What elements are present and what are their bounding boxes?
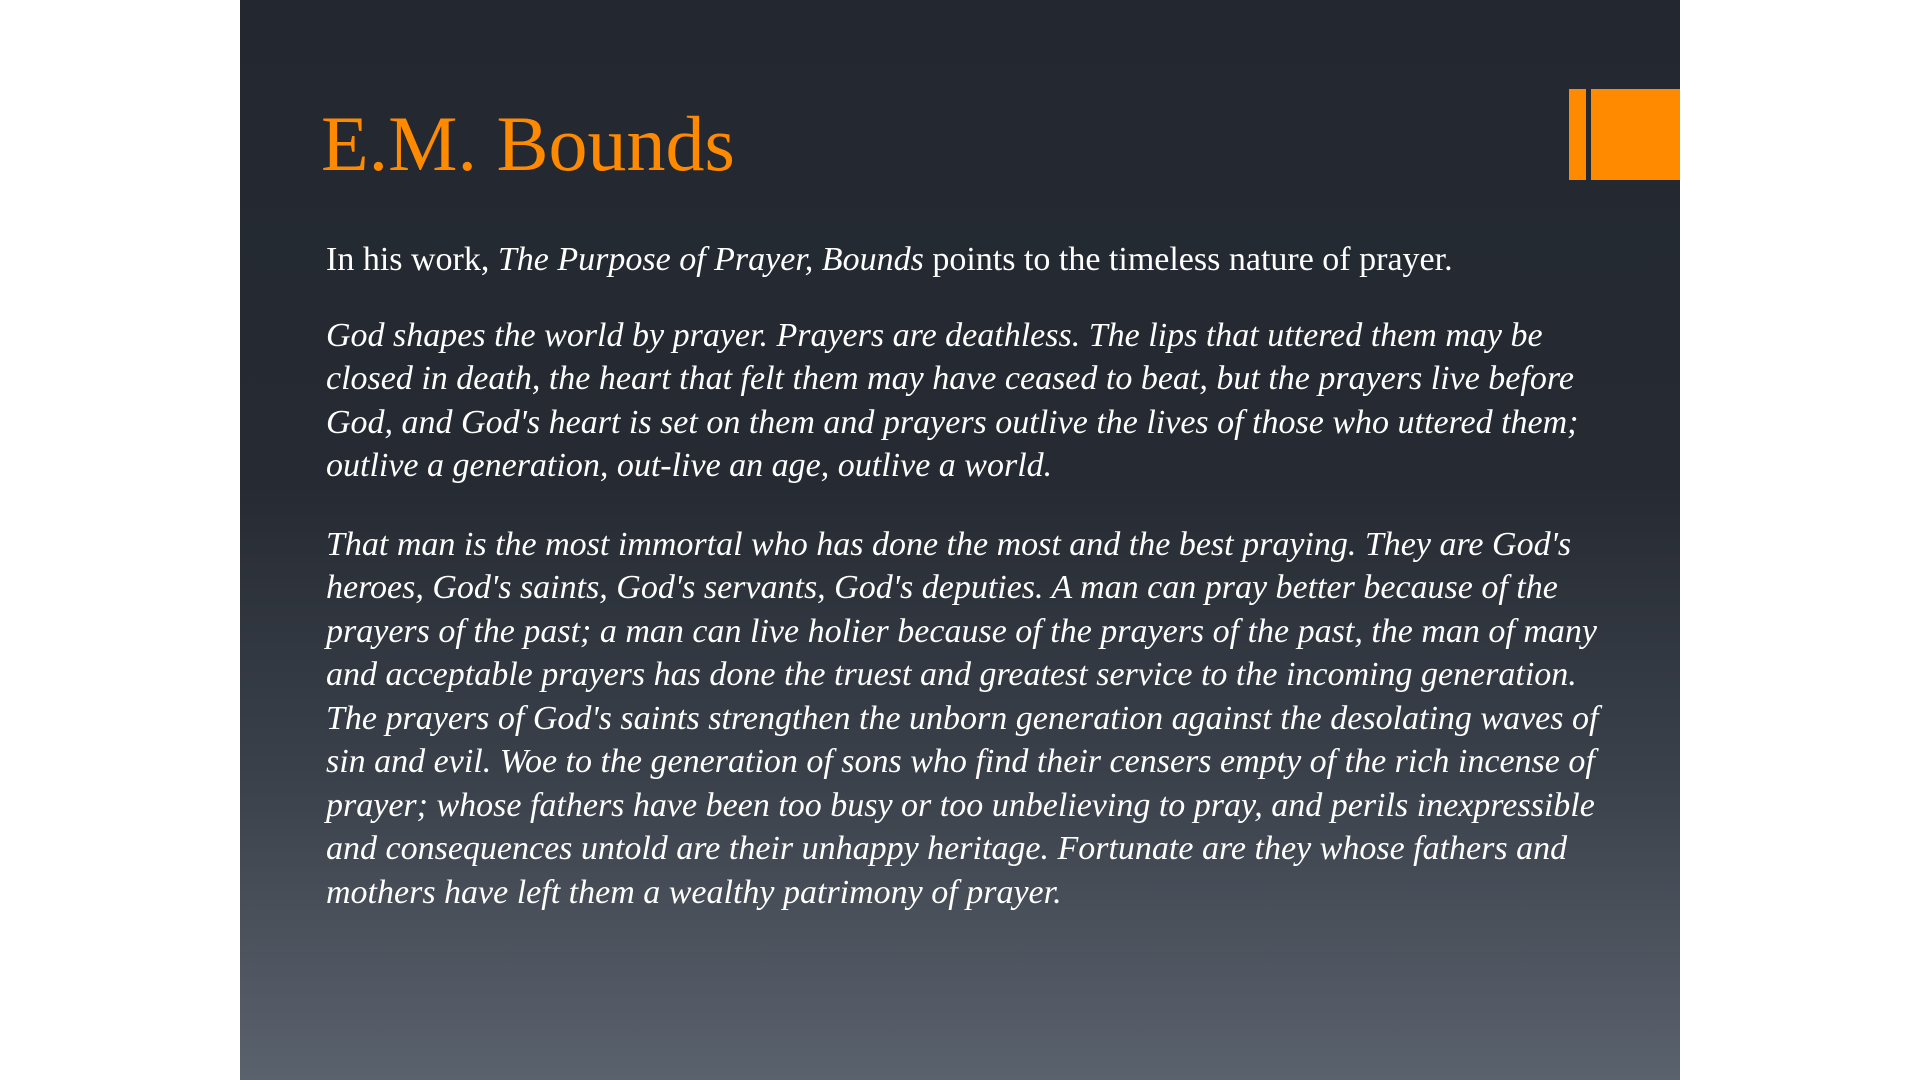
quote-paragraph-1: God shapes the world by prayer. Prayers are deathless. The lips that uttered them may be closed in death, the heart that felt them may have ceased to beat, but the prayers live before God, and God's heart is set on them and prayers outlive the lives of those who uttered them; outlive a generation, out-live an age, outlive a world. xyxy=(326,316,1579,484)
slide-title: E.M. Bounds xyxy=(321,100,735,187)
intro-suffix: points to the timeless nature of prayer. xyxy=(923,241,1453,278)
accent-bar-block xyxy=(1591,89,1680,180)
intro-prefix: In his work, xyxy=(326,241,498,278)
accent-bar-thin xyxy=(1569,89,1586,180)
slide-body xyxy=(326,238,1636,949)
slide xyxy=(240,0,1680,1080)
quote-paragraph-2: That man is the most immortal who has done the most and the best praying. They are God's heroes, God's saints, God's servants, God's deputies. A man can pray better because of the prayers of the past; a man can live holier because of the prayers of the past, the man of many and acceptable prayers has done the truest and greatest service to the incoming generation. The prayers of God's saints strengthen the unborn generation against the desolating waves of sin and evil. Woe to the generation of sons who find their censers empty of the rich incense of prayer; whose fathers have been too busy or too unbelieving to pray, and perils inexpressible and consequences untold are their unhappy heritage. Fortunate are they whose fathers and mothers have left them a wealthy patrimony of prayer. xyxy=(326,525,1599,911)
intro-paragraph xyxy=(326,238,1636,282)
work-title: The Purpose of Prayer, Bounds xyxy=(497,241,924,278)
